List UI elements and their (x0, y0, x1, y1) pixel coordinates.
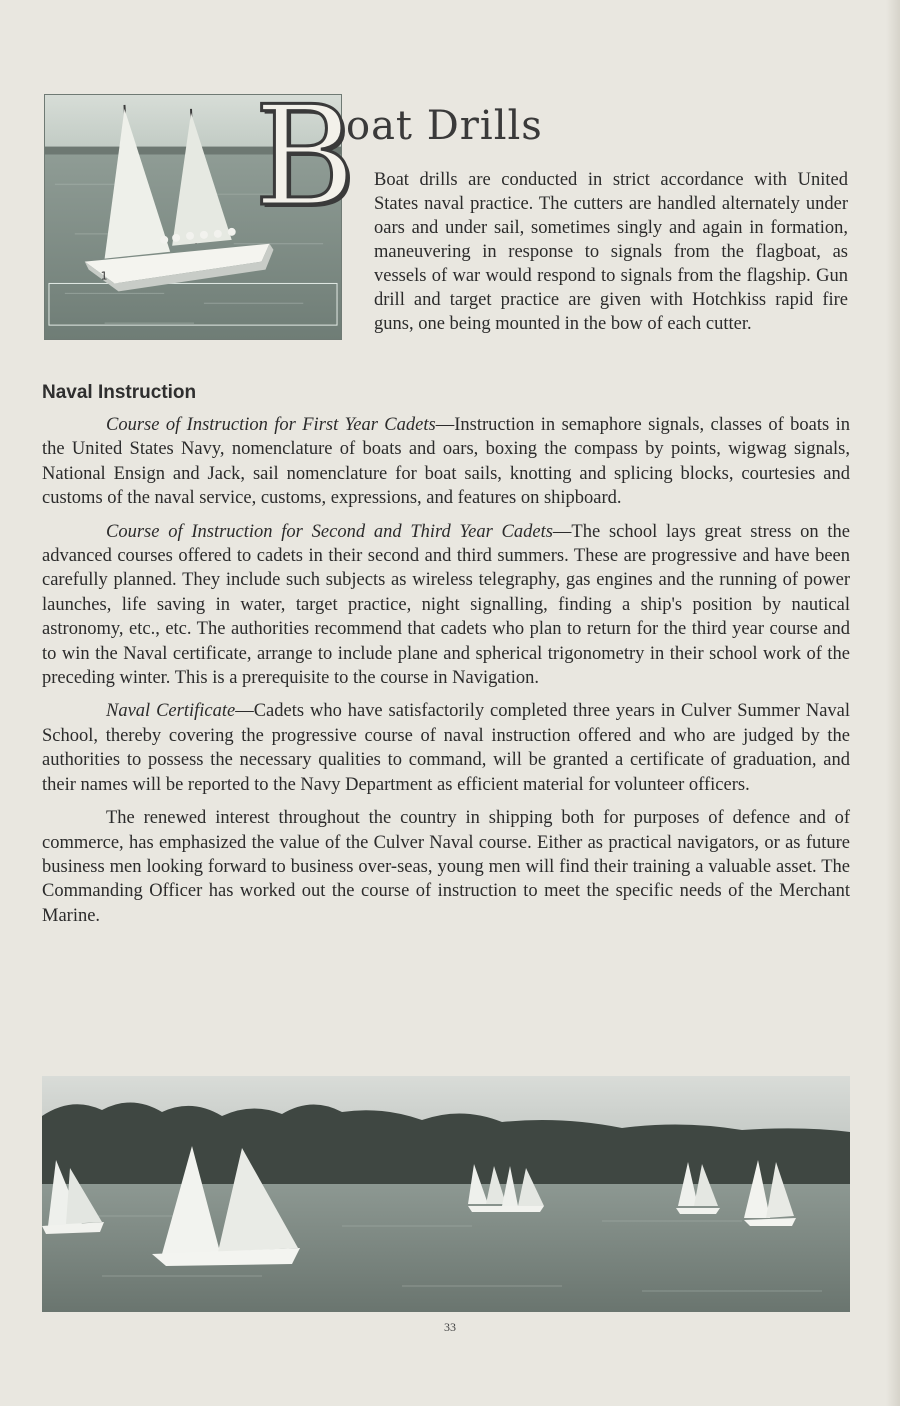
page-number: 33 (444, 1320, 456, 1334)
paragraph-text: —Instruction in semaphore signals, classes of boats in the United States Navy, nomenclature of boats and oars, boxing the compass by points, wigwag signals, National Ensign and Jack, sail nomenclature for boat sails, knotting and splicing blocks, courtesies and customs of the naval service, customs, expressions, and features on shipboard. (42, 415, 850, 509)
body-text (42, 413, 850, 937)
section-heading: Naval Instruction (42, 382, 197, 403)
boat-number: 1 (100, 269, 108, 283)
paragraph-lead: Naval Certificate (106, 701, 236, 722)
page-title: oat Drills (346, 103, 543, 149)
title-drop-cap: B (254, 76, 356, 237)
page-edge (886, 0, 900, 1406)
paragraph-text: The renewed interest throughout the country in shipping both for purposes of defence and of commerce, has emphasized the value of the Culver Naval course. Either as practical navigators, or as future business men looking forward to business over-seas, young men will find their training a valuable asset. The Commanding Officer has worked out the course of instruction to meet the specific needs of the Merchant Marine. (42, 808, 850, 926)
regatta-photo (42, 1076, 850, 1312)
paragraph-text: —The school lays great stress on the advanced courses offered to cadets in their second and third summers. These are progressive and have been carefully planned. They include such subjects as wireless telegraphy, gas engines and the running of power launches, life saving in water, target practice, night signalling, finding a ship's position by nautical astronomy, etc., etc. The authorities recommend that cadets who plan to return for the third year course and to win the Naval certificate, arrange to include plane and spherical trigonometry in their school work of the preceding winter. This is a prerequisite to the course in Navigation. (42, 521, 851, 689)
paragraph-naval-certificate (42, 699, 850, 797)
paragraph-text: —Cadets who have satisfactorily completed three years in Culver Summer Naval School, thereby covering the progressive course of naval instruction offered and who are judged by the authorities to possess the necessary qualities to command, will be granted a certificate of graduation, and their names will be reported to the Navy Department as efficient material for volunteer officers. (42, 701, 851, 795)
paragraph-second-third-year (42, 520, 850, 691)
paragraph-first-year (42, 413, 850, 511)
paragraph-lead: Course of Instruction for First Year Cadets (106, 415, 436, 435)
paragraph-merchant-marine (42, 806, 850, 928)
paragraph-lead: Course of Instruction for Second and Third Year Cadets (106, 521, 553, 542)
intro-paragraph: Boat drills are conducted in strict accordance with United States naval practice. The cutters are handled alternately under oars and under sail, sometimes singly and again in formation, maneuvering in response to signals from the flagboat, as vessels of war would respond to signals from the flagship. Gun drill and target practice are given with Hotchkiss rapid fire guns, one being mounted in the bow of each cutter. (374, 170, 848, 334)
